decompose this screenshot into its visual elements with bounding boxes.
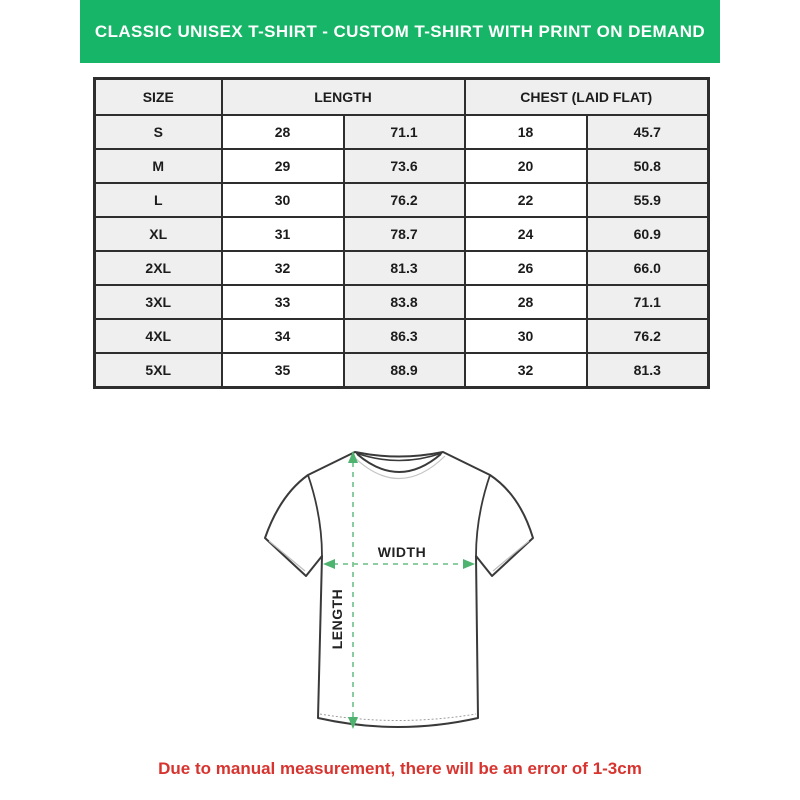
cell-chest_cm: 45.7 <box>587 115 709 149</box>
cell-chest_in: 26 <box>465 251 587 285</box>
table-row <box>95 115 709 149</box>
cell-length_in: 30 <box>222 183 344 217</box>
length-label: LENGTH <box>329 588 345 650</box>
table-header-row <box>95 79 709 116</box>
cell-chest_cm: 81.3 <box>587 353 709 388</box>
cell-length_cm: 73.6 <box>344 149 465 183</box>
size-table <box>93 77 710 389</box>
table-row <box>95 183 709 217</box>
cell-chest_in: 20 <box>465 149 587 183</box>
table-row <box>95 149 709 183</box>
header-length: LENGTH <box>222 79 465 116</box>
cell-chest_in: 18 <box>465 115 587 149</box>
page-title: CLASSIC UNISEX T-SHIRT - CUSTOM T-SHIRT WITH PRINT ON DEMAND <box>94 21 706 41</box>
cell-chest_cm: 60.9 <box>587 217 709 251</box>
header-chest: CHEST (LAID FLAT) <box>465 79 709 116</box>
table-row <box>95 251 709 285</box>
cell-length_in: 34 <box>222 319 344 353</box>
cell-size: 3XL <box>95 285 222 319</box>
header-size: SIZE <box>95 79 222 116</box>
cell-size: XL <box>95 217 222 251</box>
cell-chest_cm: 50.8 <box>587 149 709 183</box>
cell-chest_cm: 66.0 <box>587 251 709 285</box>
cell-length_in: 31 <box>222 217 344 251</box>
cell-chest_cm: 76.2 <box>587 319 709 353</box>
tshirt-outline <box>265 452 533 727</box>
cell-size: L <box>95 183 222 217</box>
cell-chest_cm: 55.9 <box>587 183 709 217</box>
cell-chest_in: 28 <box>465 285 587 319</box>
cell-chest_in: 32 <box>465 353 587 388</box>
cell-length_cm: 71.1 <box>344 115 465 149</box>
table-row <box>95 285 709 319</box>
cell-chest_cm: 71.1 <box>587 285 709 319</box>
cell-length_cm: 83.8 <box>344 285 465 319</box>
cell-length_in: 35 <box>222 353 344 388</box>
tshirt-measurement-diagram <box>240 438 560 750</box>
cell-chest_in: 24 <box>465 217 587 251</box>
cell-length_in: 29 <box>222 149 344 183</box>
table-body <box>95 115 709 388</box>
cell-chest_in: 22 <box>465 183 587 217</box>
cell-length_cm: 81.3 <box>344 251 465 285</box>
cell-length_in: 33 <box>222 285 344 319</box>
cell-chest_in: 30 <box>465 319 587 353</box>
cell-size: 5XL <box>95 353 222 388</box>
cell-size: M <box>95 149 222 183</box>
cell-size: 4XL <box>95 319 222 353</box>
title-banner <box>80 0 720 63</box>
table-row <box>95 319 709 353</box>
cell-length_cm: 88.9 <box>344 353 465 388</box>
table-row <box>95 217 709 251</box>
cell-length_cm: 86.3 <box>344 319 465 353</box>
cell-length_cm: 78.7 <box>344 217 465 251</box>
cell-size: 2XL <box>95 251 222 285</box>
measurement-disclaimer: Due to manual measurement, there will be an error of 1-3cm <box>158 759 642 778</box>
tshirt-diagram-svg <box>240 438 560 750</box>
cell-size: S <box>95 115 222 149</box>
cell-length_in: 28 <box>222 115 344 149</box>
table-row <box>95 353 709 388</box>
cell-length_cm: 76.2 <box>344 183 465 217</box>
cell-length_in: 32 <box>222 251 344 285</box>
width-label: WIDTH <box>377 544 427 560</box>
